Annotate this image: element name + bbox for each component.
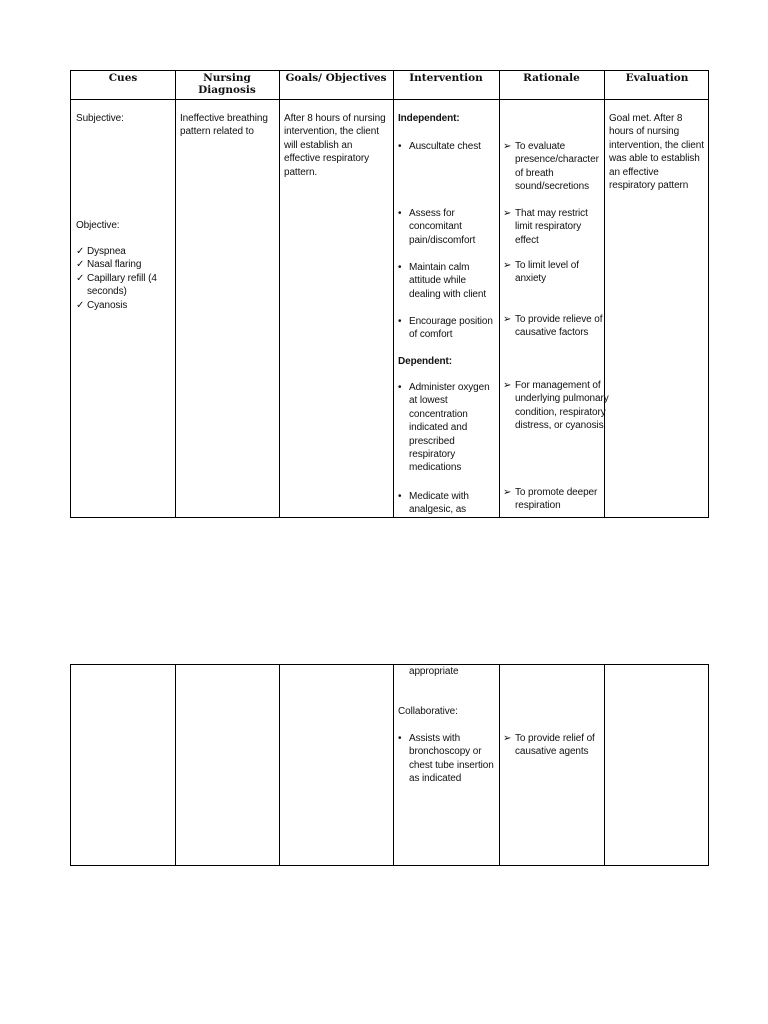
check-icon: ✓	[76, 259, 85, 271]
column-divider	[175, 71, 176, 517]
list-item: • Administer oxygen at lowest concentration indicated and prescribed respiratory medications	[398, 382, 490, 474]
arrow-icon: ➢	[503, 380, 512, 391]
list-item: ✓ Dyspnea	[76, 246, 126, 257]
list-item: ➢ To provide relieve of causative factors	[503, 314, 603, 339]
continued-text: appropriate	[409, 666, 459, 677]
arrow-icon: ➢	[503, 733, 512, 744]
nursing-diagnosis-text: Ineffective breathing pattern related to	[180, 113, 268, 138]
list-item: • Assess for concomitant pain/discomfort	[398, 208, 476, 246]
list-item: ✓ Cyanosis	[76, 299, 128, 311]
list-item: • Assists with bronchoscopy or chest tube insertion as indicated	[398, 733, 494, 785]
bullet-icon: •	[398, 208, 402, 219]
list-item: • Auscultate chest	[398, 141, 481, 152]
arrow-icon: ➢	[503, 141, 512, 152]
dependent-label: Dependent:	[398, 356, 453, 367]
goals-text: After 8 hours of nursing intervention, the client will establish an effective respiratory pattern.	[284, 113, 386, 178]
list-item: ➢ For management of underlying pulmonary condition, respiratory distress, or cyanosis	[503, 380, 609, 432]
column-divider	[499, 71, 500, 517]
subjective-label: Subjective:	[76, 113, 124, 124]
list-item: ➢ To limit level of anxiety	[503, 260, 579, 285]
list-item: • Encourage position of comfort	[398, 316, 493, 341]
check-icon: ✓	[76, 299, 85, 311]
list-item: • Maintain calm attitude while dealing with client	[398, 262, 487, 300]
header-goals: Goals/ Objectives	[285, 72, 387, 84]
bullet-icon: •	[398, 141, 402, 152]
header-evaluation: Evaluation	[625, 72, 689, 84]
header-rationale: Rationale	[523, 72, 580, 84]
arrow-icon: ➢	[503, 487, 512, 498]
bullet-icon: •	[398, 262, 402, 273]
column-divider	[604, 665, 605, 865]
list-item: ➢ To provide relief of causative agents	[503, 733, 595, 758]
header-divider	[71, 99, 708, 100]
column-divider	[279, 665, 280, 865]
column-divider	[279, 71, 280, 517]
collaborative-label: Collaborative:	[398, 706, 458, 717]
bullet-icon: •	[398, 491, 402, 502]
evaluation-text: Goal met. After 8 hours of nursing intervention, the client was able to establish an effective respiratory pattern	[609, 113, 704, 192]
bullet-icon: •	[398, 382, 402, 393]
objective-list	[76, 245, 168, 312]
header-cues: Cues	[108, 72, 138, 84]
check-icon: ✓	[76, 272, 85, 284]
independent-label: Independent:	[398, 113, 460, 124]
arrow-icon: ➢	[503, 260, 512, 271]
care-plan-table-continued	[70, 664, 709, 866]
arrow-icon: ➢	[503, 208, 512, 219]
header-intervention: Intervention	[409, 72, 483, 84]
care-plan-table	[70, 70, 709, 518]
list-item: • Medicate with analgesic, as	[398, 491, 469, 516]
column-divider	[604, 71, 605, 517]
column-divider	[175, 665, 176, 865]
header-nursing-diagnosis: Nursing Diagnosis	[198, 72, 256, 96]
column-divider	[499, 665, 500, 865]
list-item: ✓ Nasal flaring	[76, 259, 142, 271]
bullet-icon: •	[398, 733, 402, 744]
list-item: ✓ Capillary refill (4 seconds)	[76, 272, 157, 298]
objective-label: Objective:	[76, 220, 120, 231]
arrow-icon: ➢	[503, 314, 512, 325]
check-icon: ✓	[76, 246, 85, 257]
bullet-icon: •	[398, 316, 402, 327]
list-item: ➢ That may restrict limit respiratory effect	[503, 208, 588, 246]
list-item: ➢ To evaluate presence/character of breath sound/secretions	[503, 141, 599, 193]
list-item: ➢ To promote deeper respiration	[503, 487, 598, 512]
